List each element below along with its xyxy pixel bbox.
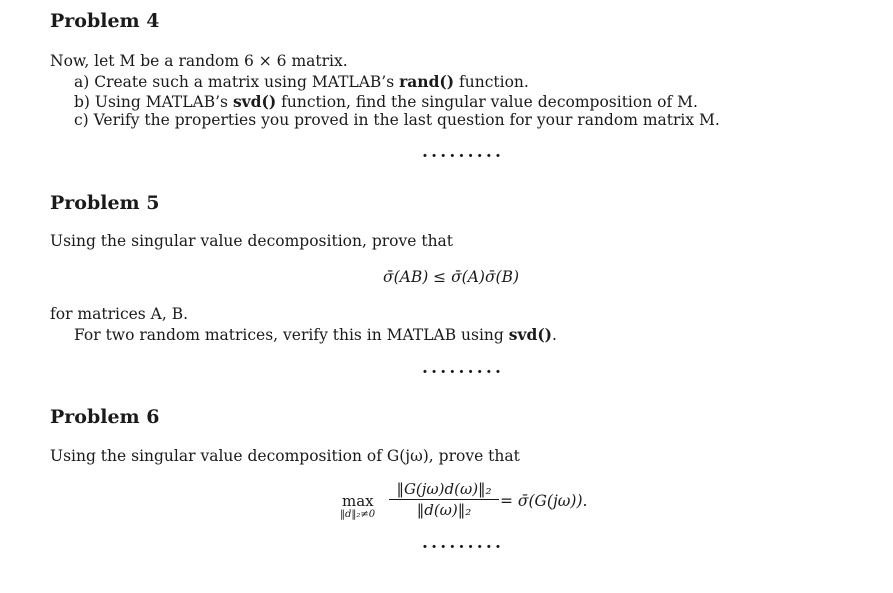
item-a-suffix: function.: [454, 73, 529, 91]
problem-6-fraction: [389, 480, 499, 519]
problem-6-max-subscript: ‖d‖₂≠0: [340, 509, 376, 520]
verify-code: svd(): [508, 325, 553, 344]
problem-5-separator: .........: [422, 358, 505, 378]
verify-prefix: For two random matrices, verify this in MATLAB using: [74, 326, 509, 344]
item-b-prefix: b) Using MATLAB’s: [74, 93, 233, 111]
item-a-prefix: a) Create such a matrix using MATLAB’s: [74, 73, 400, 91]
problem-4-item-c: c) Verify the properties you proved in the last question for your random matrix M.: [74, 111, 720, 129]
item-b-suffix: function, find the singular value decomposition of M.: [276, 93, 698, 111]
problem-5-for-text: for matrices A, B.: [50, 305, 189, 323]
verify-suffix: .: [552, 326, 557, 344]
problem-6-intro: Using the singular value decomposition of G(jω), prove that: [50, 447, 520, 465]
fraction-bar: [389, 499, 499, 500]
problem-6-heading: Problem 6: [50, 406, 160, 428]
problem-5-equation: σ̄(AB) ≤ σ̄(A)σ̄(B): [383, 268, 520, 286]
problem-5-intro: Using the singular value decomposition, prove that: [50, 232, 454, 250]
problem-6-denominator: ‖d(ω)‖₂: [416, 501, 472, 519]
problem-4-heading: Problem 4: [50, 10, 160, 32]
problem-6-separator: .........: [422, 533, 505, 553]
problem-4-item-b: [74, 92, 698, 111]
problem-6-rhs: = σ̄(G(jω)).: [500, 492, 588, 510]
problem-4-separator: .........: [422, 142, 505, 162]
problem-6-numerator: ‖G(jω)d(ω)‖₂: [396, 480, 492, 498]
problem-4-intro: Now, let M be a random 6 × 6 matrix.: [50, 52, 348, 70]
item-a-code: rand(): [399, 72, 455, 91]
problem-4-item-a: [74, 72, 529, 91]
problem-5-verify: [74, 325, 557, 344]
item-b-code: svd(): [232, 92, 277, 111]
problem-5-heading: Problem 5: [50, 192, 160, 214]
problem-6-max-label: max: [342, 492, 374, 510]
